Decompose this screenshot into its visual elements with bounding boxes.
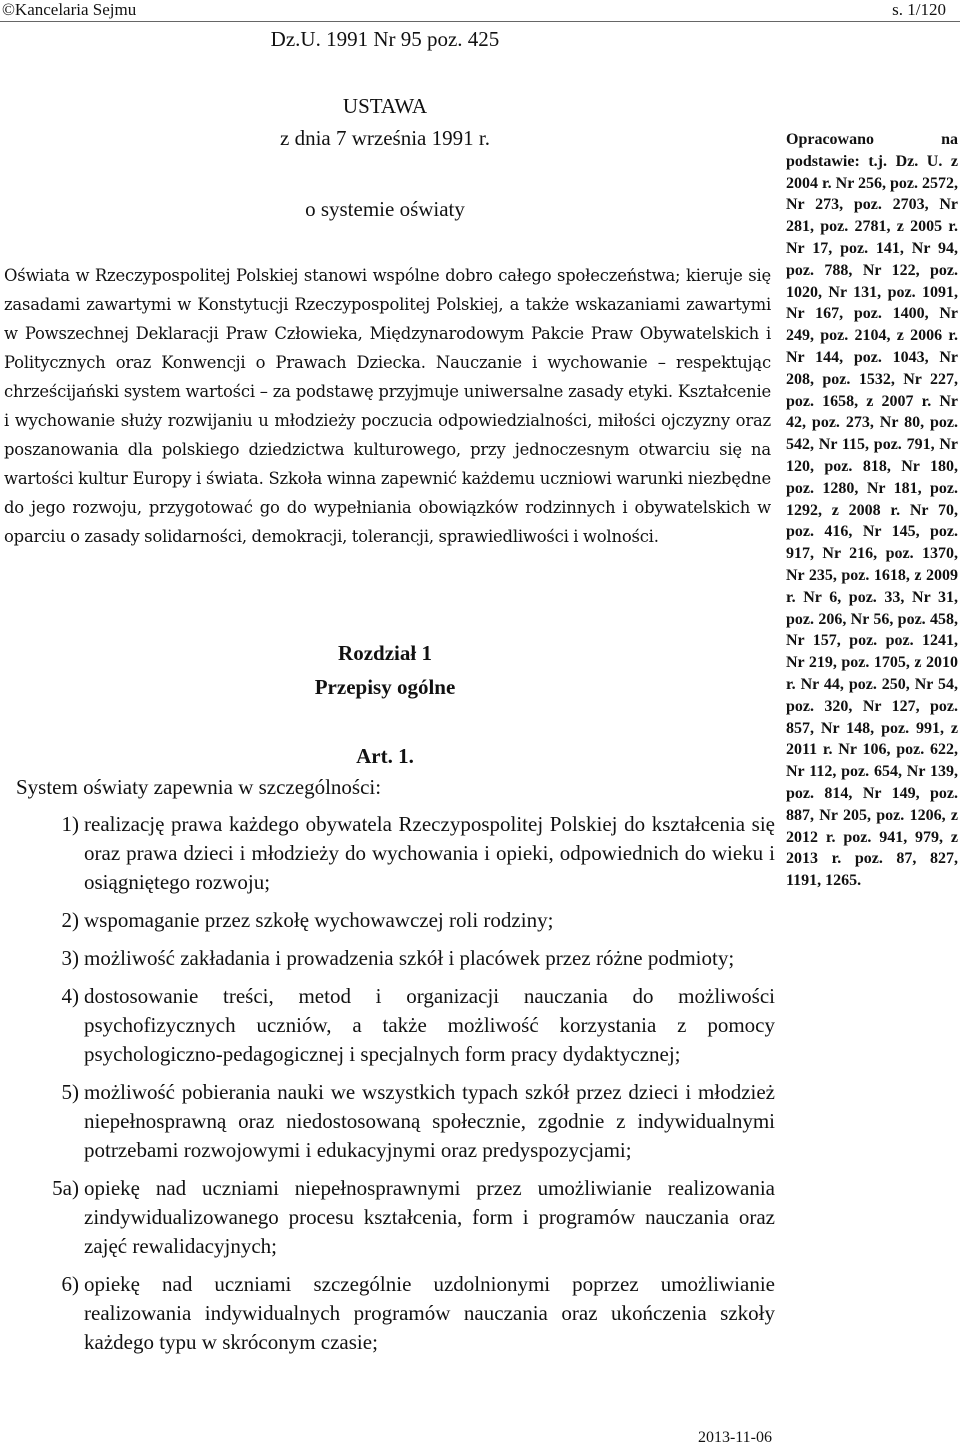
- list-item: [0, 810, 775, 897]
- chapter-number: Rozdział 1: [338, 641, 432, 665]
- header-left: ©Kancelaria Sejmu: [2, 0, 137, 19]
- document-title: o systemie oświaty: [305, 197, 465, 221]
- item-text: opiekę nad uczniami niepełnosprawnymi przez umożliwianie realizowania zindywidualizowanego procesu kształcenia, form i programów nauczania oraz zajęć rewalidacyjnych;: [84, 1176, 775, 1258]
- preamble: Oświata w Rzeczypospolitej Polskiej stanowi wspólne dobro całego społeczeństwa; kieruje się zasadami zawartymi w Konstytucji Rzeczypospolitej Polskiej, a także wskazaniami zawartymi w Powszechnej Deklaracji Praw Człowieka, Międzynarodowym Pakcie Praw Obywatelskich i Politycznych oraz Konwencji o Prawach Dziecka. Nauczanie i wychowanie – respektując chrześcijański system wartości – za podstawę przyjmuje uniwersalne zasady etyki. Kształcenie i wychowanie służy rozwijaniu u młodzieży poczucia odpowiedzialności, miłości ojczyzny oraz poszanowania dla polskiego dziedzictwa kulturowego, przy jednoczesnym otwarciu się na wartości kultur Europy i świata. Szkoła winna zapewnić każdemu uczniowi warunki niezbędne do jego rozwoju, przygotować go do wypełniania obowiązków rodzinnych i obywatelskich w oparciu o zasady solidarności, demokracji, tolerancji, sprawiedliwości i wolności.: [4, 266, 771, 546]
- item-number: 5): [61, 1080, 79, 1104]
- list-item: [0, 982, 775, 1069]
- document-type: USTAWA: [342, 94, 428, 118]
- chapter-title: Przepisy ogólne: [314, 675, 456, 699]
- list-item: [0, 1270, 775, 1357]
- article-heading: Art. 1.: [356, 744, 414, 768]
- item-text: dostosowanie treści, metod i organizacji nauczania do możliwości psychofizycznych uczniów, a także możliwość korzystania z pomocy psychologiczno-pedagogicznej i specjalnych form pracy dydaktycznej;: [84, 984, 775, 1066]
- item-text: możliwość zakładania i prowadzenia szkół i placówek przez różne podmioty;: [84, 946, 735, 970]
- item-number: 3): [61, 946, 79, 970]
- item-number: 5a): [52, 1176, 79, 1200]
- header-rule: [0, 21, 960, 22]
- article-intro: System oświaty zapewnia w szczególności:: [16, 775, 382, 799]
- item-text: opiekę nad uczniami szczególnie uzdolnionymi poprzez umożliwianie realizowania indywidualnych programów nauczania oraz ukończenia szkoły każdego typu w skróconym czasie;: [84, 1272, 775, 1354]
- document-date: z dnia 7 września 1991 r.: [280, 126, 490, 150]
- item-text: wspomaganie przez szkołę wychowawczej roli rodziny;: [84, 908, 554, 932]
- list-item: [0, 1174, 775, 1261]
- item-text: realizację prawa każdego obywatela Rzeczypospolitej Polskiej do kształcenia się oraz prawa dzieci i młodzieży do wychowania i opieki, odpowiednich do wieku i osiągniętego rozwoju;: [84, 812, 775, 894]
- footer-date: 2013-11-06: [697, 1429, 772, 1446]
- side-note: Opracowano na podstawie: t.j. Dz. U. z 2004 r. Nr 256, poz. 2572, Nr 273, poz. 2703, Nr 281, poz. 2781, z 2005 r. Nr 17, poz. 141, Nr 94, poz. 788, Nr 122, poz. 1020, Nr 131, poz. 1091, Nr 167, poz. 1400, Nr 249, poz. 2104, z 2006 r. Nr 144, poz. 1043, Nr 208, poz. 1532, Nr 227, poz. 1658, z 2007 r. Nr 42, poz. 273, Nr 80, poz. 542, Nr 115, poz. 791, Nr 120, poz. 818, Nr 180, poz. 1280, Nr 181, poz. 1292, z 2008 r. Nr 70, poz. 416, Nr 145, poz. 917, Nr 216, poz. 1370, Nr 235, poz. 1618, z 2009 r. Nr 6, poz. 33, Nr 31, poz. 206, Nr 56, poz. 458, Nr 157, poz. poz. 1241, Nr 219, poz. 1705, z 2010 r. Nr 44, poz. 250, Nr 54, poz. 320, Nr 127, poz. 857, Nr 148, poz. 991, z 2011 r. Nr 106, poz. 622, Nr 112, poz. 654, Nr 139, poz. 814, Nr 149, poz. 887, Nr 205, poz. 1206, z 2012 r. poz. 941, 979, z 2013 r. poz. 87, 827, 1191, 1265.: [786, 131, 958, 890]
- item-number: 4): [61, 984, 79, 1008]
- item-number: 1): [61, 812, 79, 836]
- article-items: [0, 810, 775, 1366]
- item-number: 2): [61, 908, 79, 932]
- list-item: [0, 1078, 775, 1165]
- item-text: możliwość pobierania nauki we wszystkich typach szkół przez dzieci i młodzież niepełnosprawną oraz niedostosowaną społecznie, zgodnie z indywidualnymi potrzebami rozwojowymi i edukacyjnymi oraz predyspozycjami;: [84, 1080, 775, 1162]
- list-item: [0, 906, 775, 935]
- journal-reference: Dz.U. 1991 Nr 95 poz. 425: [270, 27, 500, 51]
- item-number: 6): [61, 1272, 79, 1296]
- list-item: [0, 944, 775, 973]
- page-number: s. 1/120: [892, 0, 946, 19]
